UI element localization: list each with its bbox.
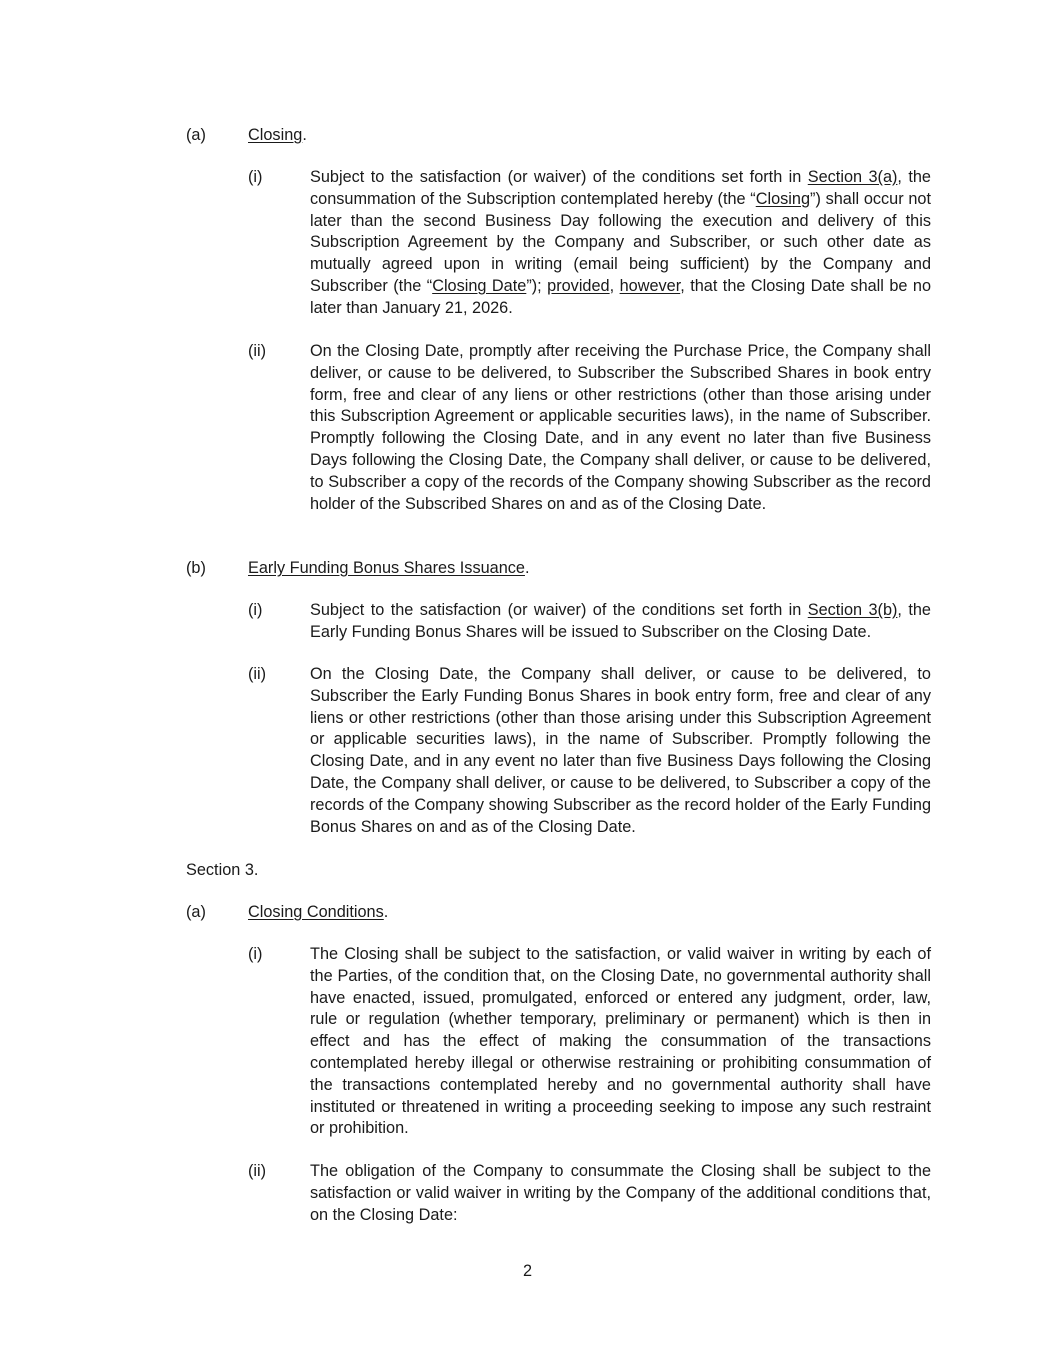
section-2a-heading: Closing. bbox=[248, 126, 307, 144]
text-span: , bbox=[609, 276, 620, 295]
section-3-heading: Section 3. bbox=[186, 861, 259, 879]
text-span: , the consummation of the Subscription contemplated hereby (the “ bbox=[310, 168, 931, 208]
section-2b-label: (b) bbox=[186, 559, 206, 577]
section-2b-ii-label: (ii) bbox=[248, 665, 267, 683]
section-2b-i-paragraph bbox=[310, 600, 931, 644]
section-3a-title: Closing Conditions bbox=[248, 903, 384, 921]
page-number: 2 bbox=[522, 1262, 533, 1280]
text-span: Subject to the satisfaction (or waiver) of the conditions set forth in bbox=[310, 168, 808, 186]
section-3a-heading: Closing Conditions. bbox=[248, 903, 389, 921]
section-2b-ii-paragraph: On the Closing Date, the Company shall deliver, or cause to be delivered, to Subscriber the Early Funding Bonus Shares in book entry form, free and clear of any liens or other restrictions (other than those arising under this Subscription Agreement or applicable securities laws), in the name of Subscriber. Promptly following the Closing Date, and in any event no later than five Business Days following the Closing Date, the Company shall deliver, or cause to be delivered, to Subscriber a copy of the records of the Company showing Subscriber as the record holder of the Early Funding Bonus Shares on and as of the Closing Date. bbox=[310, 665, 931, 836]
closing-definition: Closing bbox=[755, 189, 811, 208]
section-2b-heading: Early Funding Bonus Shares Issuance. bbox=[248, 559, 530, 577]
text-span: , the Early Funding Bonus Shares will be issued to Subscriber on the Closing Date. bbox=[310, 601, 931, 641]
section-3a-i-paragraph: The Closing shall be subject to the satisfaction, or valid waiver in writing by each of the Parties, of the condition that, on the Closing Date, no governmental authority shall have enacted, issued, promulgated, enforced or entered any judgment, order, law, rule or regulation (whether temporary, preliminary or permanent) which is then in effect and has the effect of making the consummation of the transactions contemplated hereby illegal or otherwise restraining or prohibiting consummation of the transactions contemplated hereby and no governmental authority shall have instituted or threatened in writing a proceeding seeking to impose any such restraint or prohibition. bbox=[310, 945, 931, 1138]
section-2a-title: Closing bbox=[248, 126, 303, 144]
section-3a-ii-label: (ii) bbox=[248, 1162, 267, 1180]
text-span: ”) shall occur not later than the second Business Day following the execution and delivery of this Subscription Agreement by the Company and Subscriber, or such other date as mutually agreed upon in writing (email being sufficient) by the Company and Subscriber (the “ bbox=[310, 189, 931, 295]
section-2b-title: Early Funding Bonus Shares Issuance bbox=[248, 559, 525, 577]
section-2a-i-label: (i) bbox=[248, 168, 263, 186]
section-3b-reference: Section 3(b) bbox=[807, 601, 898, 619]
section-2a-label: (a) bbox=[186, 126, 206, 144]
text-span: , that the Closing Date shall be no later than January 21, 2026. bbox=[310, 276, 932, 317]
section-2b-i-label: (i) bbox=[248, 601, 263, 619]
section-2a-ii-label: (ii) bbox=[248, 342, 267, 360]
section-3a-reference: Section 3(a) bbox=[807, 168, 898, 186]
section-3a-ii-paragraph: The obligation of the Company to consummate the Closing shall be subject to the satisfaction or valid waiver in writing by the Company of the additional conditions that, on the Closing Date: bbox=[310, 1162, 931, 1224]
section-2a-i-paragraph bbox=[310, 167, 931, 320]
however-term: however bbox=[619, 276, 681, 295]
provided-term: provided bbox=[547, 276, 610, 295]
section-2a-ii-paragraph: On the Closing Date, promptly after receiving the Purchase Price, the Company shall deliver, or cause to be delivered, to Subscriber the Subscribed Shares in book entry form, free and clear of any liens or other restrictions (other than those arising under this Subscription Agreement or applicable securities laws), in the name of Subscriber. Promptly following the Closing Date, and in any event no later than five Business Days following the Closing Date, the Company shall deliver, or cause to be delivered, to Subscriber a copy of the records of the Company showing Subscriber as the record holder of the Subscribed Shares on and as of the Closing Date. bbox=[310, 342, 931, 513]
closing-date-definition: Closing Date bbox=[432, 276, 527, 295]
section-3a-label: (a) bbox=[186, 903, 206, 921]
text-span: ”); bbox=[526, 276, 548, 295]
text-span: Subject to the satisfaction (or waiver) of the conditions set forth in bbox=[310, 601, 808, 619]
section-3a-i-label: (i) bbox=[248, 945, 263, 963]
